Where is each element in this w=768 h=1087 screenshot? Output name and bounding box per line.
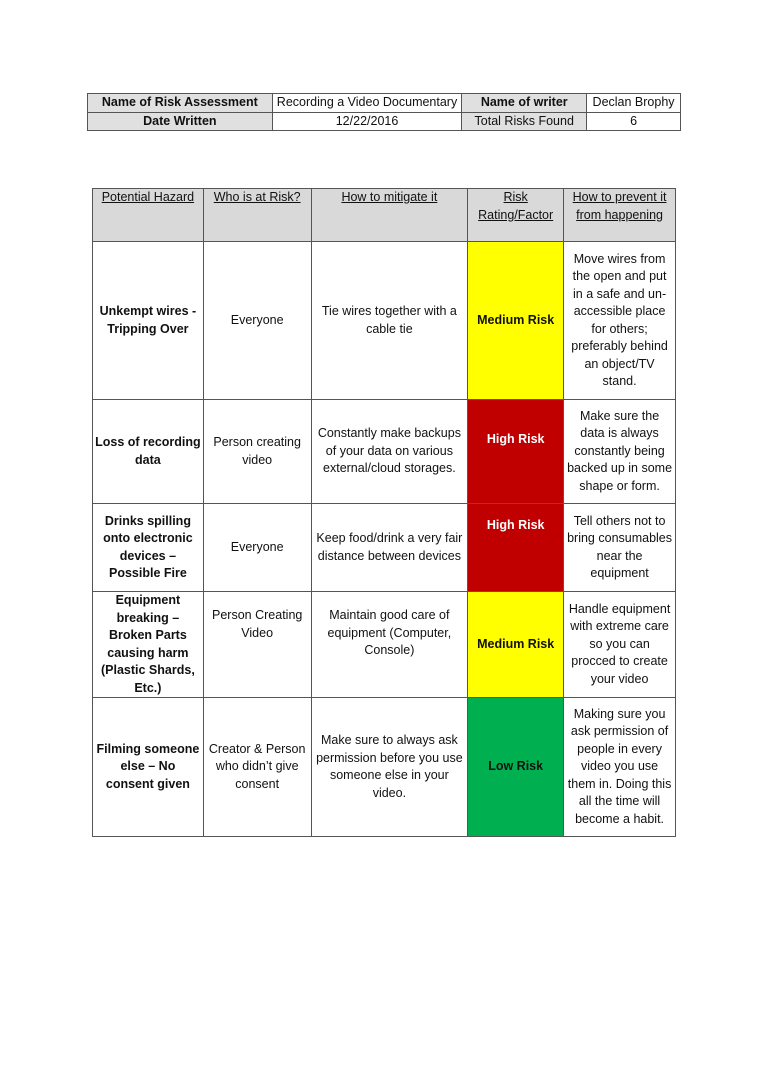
hazard-cell: Equipment breaking – Broken Parts causing harm (Plastic Shards, Etc.) [93, 592, 204, 698]
risk-rating-cell: Medium Risk [468, 242, 564, 400]
who-cell: Creator & Person who didn’t give consent [203, 698, 311, 837]
prevent-cell: Tell others not to bring consumables near the equipment [564, 504, 676, 592]
writer-label: Name of writer [462, 94, 587, 113]
mitigate-cell: Keep food/drink a very fair distance between devices [311, 504, 468, 592]
table-row [93, 592, 676, 698]
header-how-to-prevent: How to prevent it from happening [564, 189, 676, 242]
table-row [93, 242, 676, 400]
prevent-cell: Move wires from the open and put in a safe and un-accessible place for others; preferably behind an object/TV stand. [564, 242, 676, 400]
header-potential-hazard: Potential Hazard [93, 189, 204, 242]
mitigate-cell: Tie wires together with a cable tie [311, 242, 468, 400]
risk-rating-cell: Medium Risk [468, 592, 564, 698]
header-who-at-risk: Who is at Risk? [203, 189, 311, 242]
info-row-date [88, 112, 681, 131]
table-row [93, 504, 676, 592]
header-how-to-mitigate: How to mitigate it [311, 189, 468, 242]
assessment-name-label: Name of Risk Assessment [88, 94, 273, 113]
risk-rating-cell: High Risk [468, 504, 564, 592]
date-written-value: 12/22/2016 [272, 112, 462, 131]
who-cell: Everyone [203, 504, 311, 592]
who-cell: Person creating video [203, 400, 311, 504]
header-risk-rating: Risk Rating/Factor [468, 189, 564, 242]
who-cell: Person Creating Video [203, 592, 311, 698]
who-cell: Everyone [203, 242, 311, 400]
mitigate-cell: Constantly make backups of your data on various external/cloud storages. [311, 400, 468, 504]
hazard-cell: Filming someone else – No consent given [93, 698, 204, 837]
mitigate-cell: Maintain good care of equipment (Computer, Console) [311, 592, 468, 698]
total-risks-value: 6 [587, 112, 681, 131]
hazard-cell: Unkempt wires - Tripping Over [93, 242, 204, 400]
hazard-cell: Drinks spilling onto electronic devices – Possible Fire [93, 504, 204, 592]
prevent-cell: Making sure you ask permission of people in every video you use them in. Doing this all the time will become a habit. [564, 698, 676, 837]
assessment-name-value: Recording a Video Documentary [272, 94, 462, 113]
info-row-name [88, 94, 681, 113]
date-written-label: Date Written [88, 112, 273, 131]
prevent-cell: Make sure the data is always constantly being backed up in some shape or form. [564, 400, 676, 504]
hazard-cell: Loss of recording data [93, 400, 204, 504]
writer-value: Declan Brophy [587, 94, 681, 113]
table-row [93, 400, 676, 504]
assessment-info-table [87, 93, 681, 131]
table-row [93, 698, 676, 837]
hazard-table [92, 188, 676, 837]
mitigate-cell: Make sure to always ask permission before you use someone else in your video. [311, 698, 468, 837]
risk-rating-cell: High Risk [468, 400, 564, 504]
risk-rating-cell: Low Risk [468, 698, 564, 837]
total-risks-label: Total Risks Found [462, 112, 587, 131]
hazard-table-header [93, 189, 676, 242]
prevent-cell: Handle equipment with extreme care so you can procced to create your video [564, 592, 676, 698]
